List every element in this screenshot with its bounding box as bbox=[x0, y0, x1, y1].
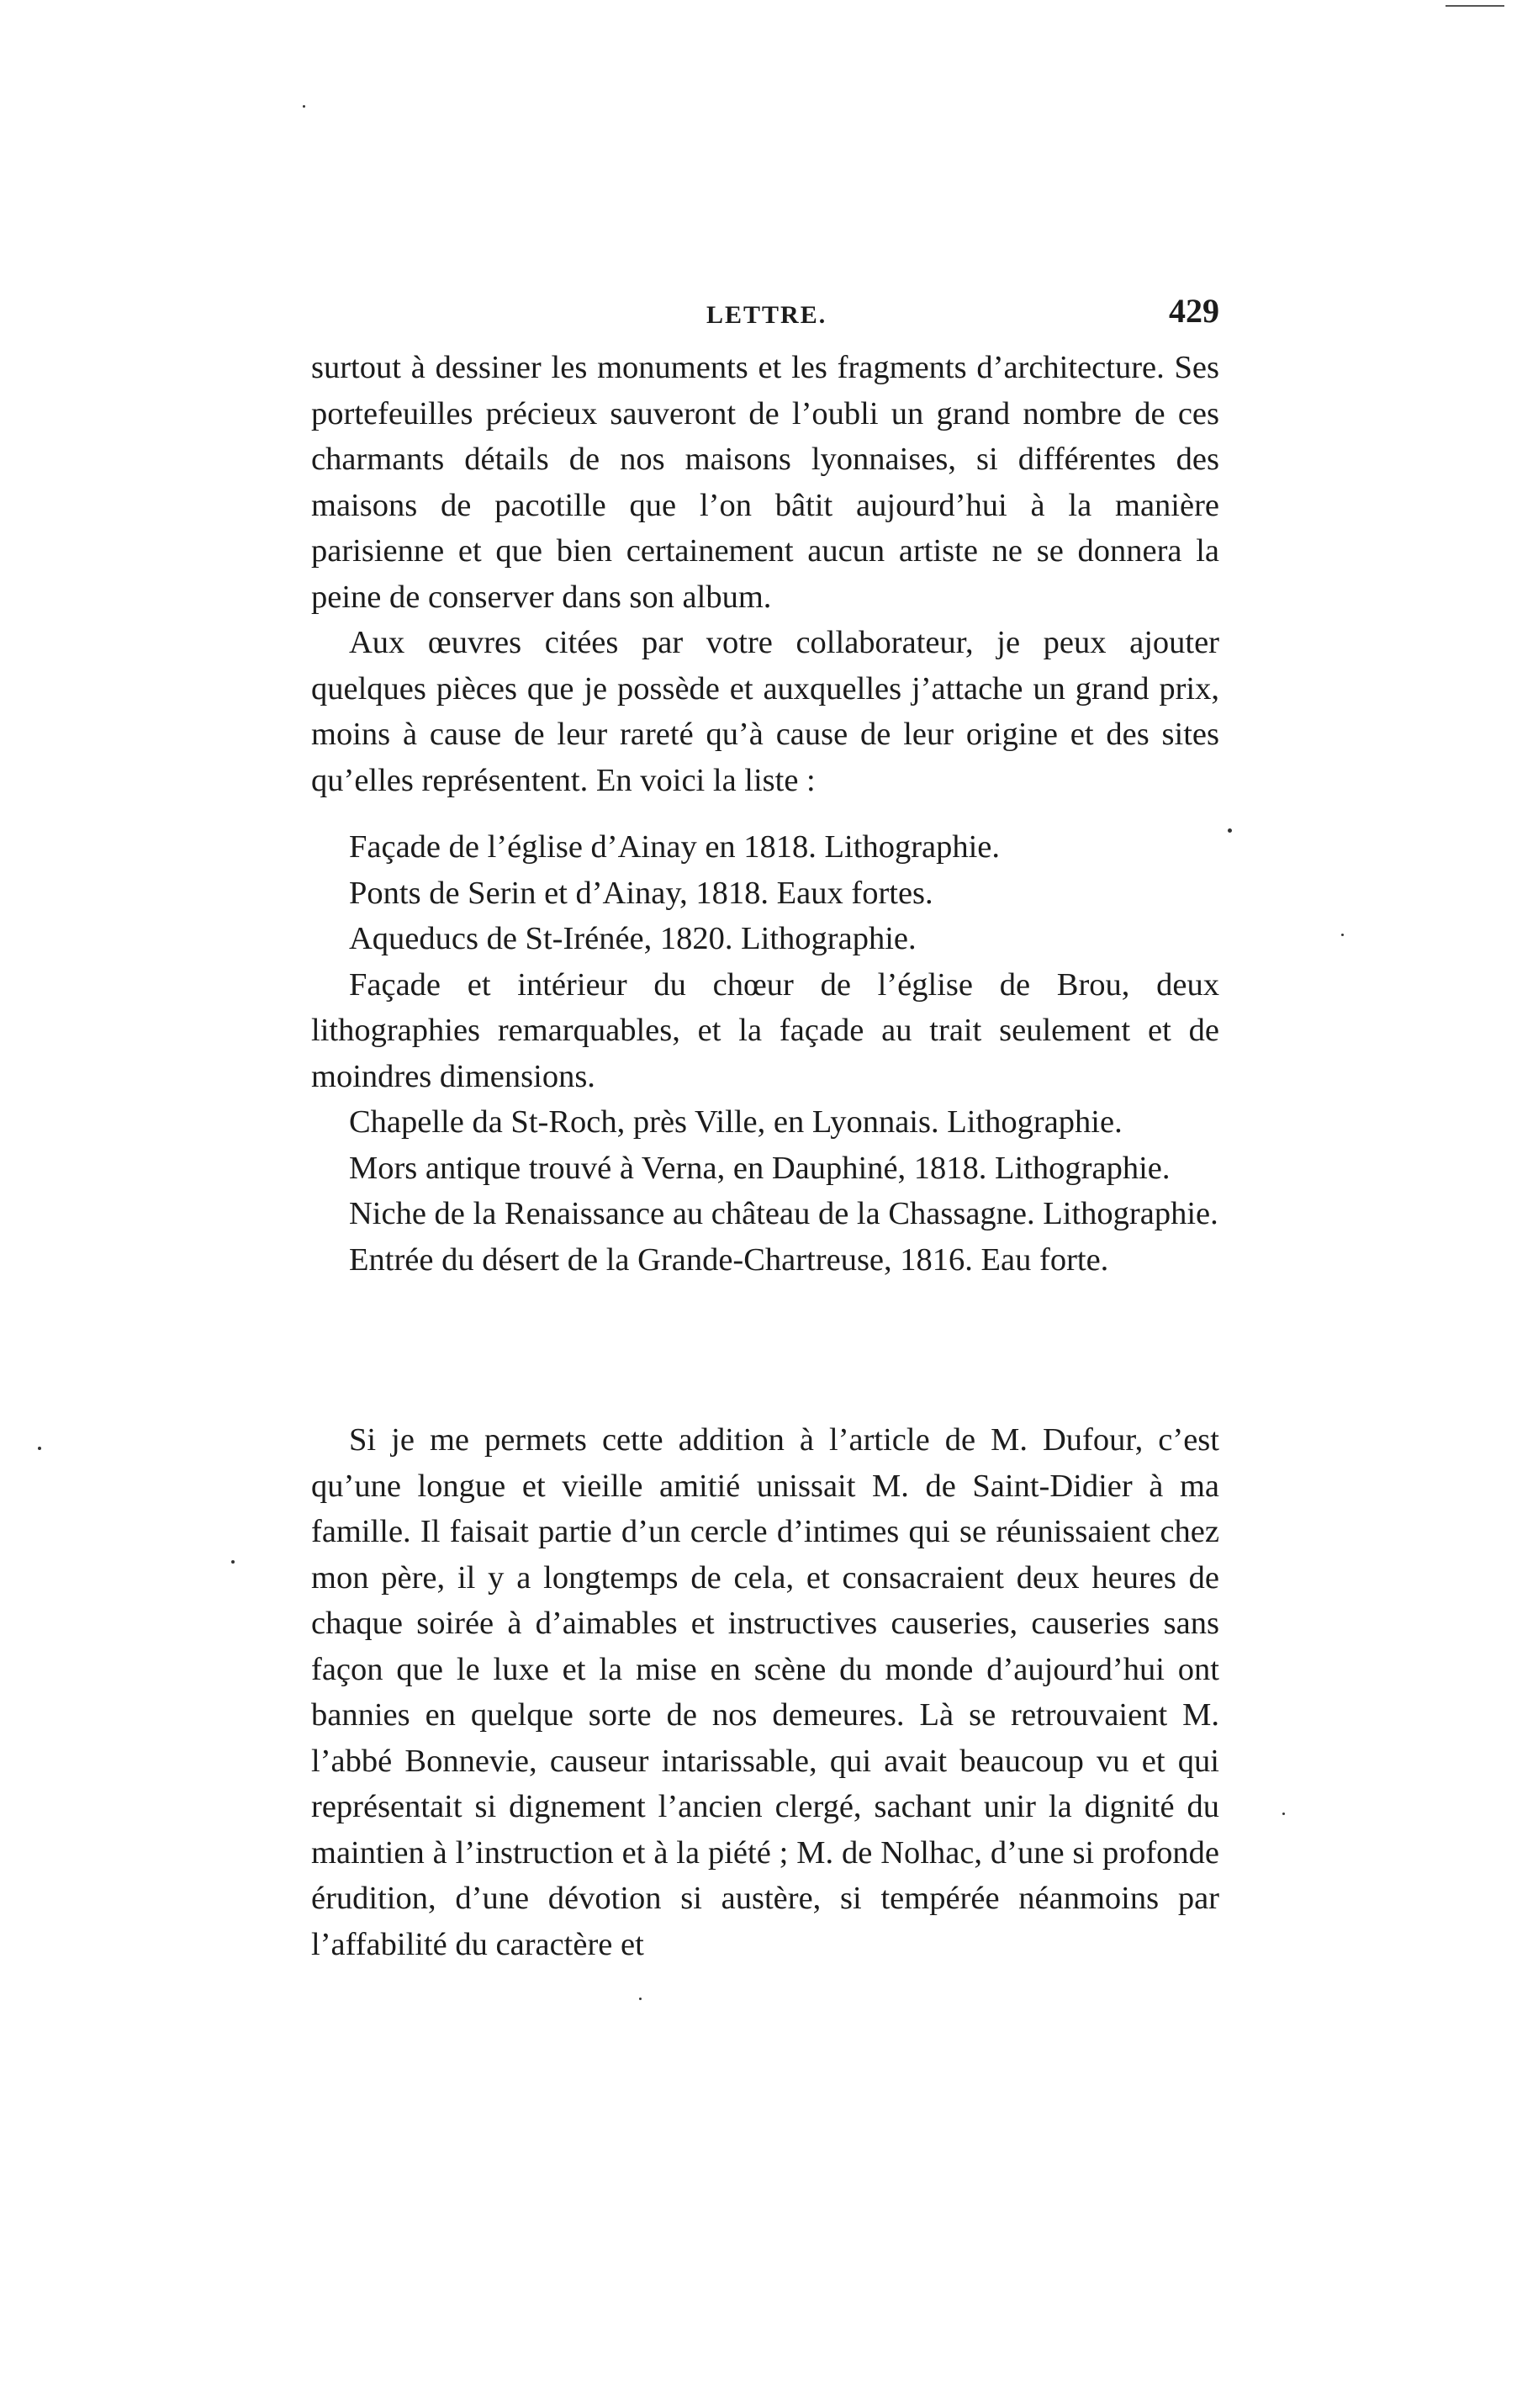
page-number: 429 bbox=[1169, 292, 1219, 330]
list-item: Mors antique trouvé à Verna, en Dauphiné, 1818. Lithographie. bbox=[349, 1150, 1171, 1186]
list-item: Aqueducs de St-Irénée, 1820. Lithographie. bbox=[349, 921, 917, 956]
scan-speck bbox=[1282, 1813, 1285, 1815]
scan-edge-mark bbox=[1446, 5, 1504, 7]
page-header bbox=[311, 286, 1219, 336]
list-item: Entrée du désert de la Grande-Chartreuse, 1816. Eau forte. bbox=[349, 1241, 1109, 1278]
scan-speck bbox=[1228, 828, 1232, 833]
scan-speck bbox=[303, 105, 305, 108]
list-item: Chapelle da St-Roch, près Ville, en Lyonnais. Lithographie. bbox=[349, 1104, 1123, 1140]
list-item: Niche de la Renaissance au château de la Chassagne. Lithographie. bbox=[349, 1196, 1218, 1231]
closing-text-block bbox=[311, 1417, 1219, 1967]
works-list bbox=[311, 824, 1219, 1283]
list-item: Façade de l’église d’Ainay en 1818. Lithographie. bbox=[349, 829, 1001, 865]
scan-speck bbox=[231, 1560, 235, 1564]
scan-speck bbox=[1341, 934, 1344, 936]
running-title: LETTRE. bbox=[706, 301, 827, 329]
scan-speck bbox=[639, 1998, 642, 2000]
list-item: Ponts de Serin et d’Ainay, 1818. Eaux fortes. bbox=[349, 875, 933, 911]
paragraph-friendship: Si je me permets cette addition à l’article de M. Dufour, c’est qu’une longue et vieille amitié unissait M. de Saint-Didier à ma famille. Il faisait partie d’un cercle d’intimes qui se réunissaient chez mon père, il y a longtemps de cela, et consacraient deux heures de chaque soirée à d’aimables et instructives causeries, causeries sans façon que le luxe et la mise en scène du monde d’aujourd’hui ont bannies en quelque sorte de nos demeures. Là se retrouvaient M. l’abbé Bonnevie, causeur intarissable, qui avait beaucoup vu et qui représentait si dignement l’ancien clergé, sachant unir la dignité du maintien à l’instruction et à la piété ; M. de Nolhac, d’une si profonde érudition, d’une dévotion si austère, si tempérée néanmoins par l’affabilité du caractère et bbox=[311, 1422, 1219, 1962]
scan-speck bbox=[38, 1447, 41, 1450]
paragraph-intro-list: Aux œuvres citées par votre collaborateur, je peux ajouter quelques pièces que je possède et auxquelles j’attache un grand prix, moins à cause de leur rareté qu’à cause de leur origine et des sites qu’elles représentent. En voici la liste : bbox=[311, 625, 1219, 798]
list-item: Façade et intérieur du chœur de l’église de Brou, deux lithographies remarquables, et la façade au trait seulement et de moindres dimensions. bbox=[311, 966, 1219, 1094]
opening-text-block bbox=[311, 345, 1219, 803]
paragraph-continued: surtout à dessiner les monuments et les fragments d’architecture. Ses portefeuilles précieux sauveront de l’oubli un grand nombre de ces charmants détails de nos maisons lyonnaises, si différentes des maisons de pacotille que l’on bâtit aujourd’hui à la manière parisienne et que bien certainement aucun artiste ne se donnera la peine de conserver dans son album. bbox=[311, 350, 1219, 615]
